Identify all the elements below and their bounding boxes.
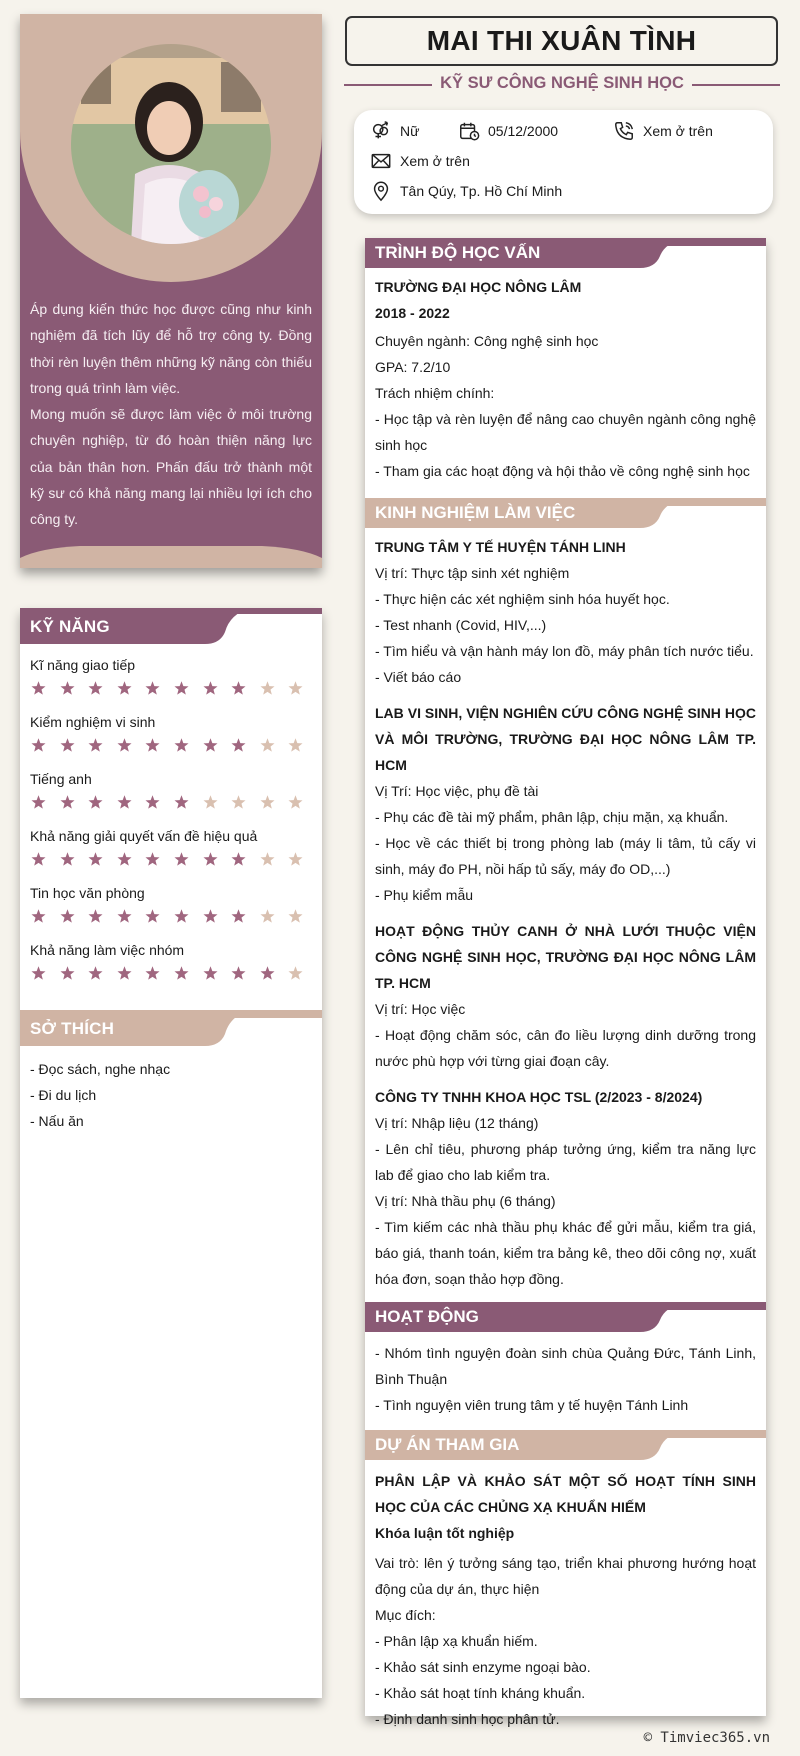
star-icon (230, 794, 247, 811)
skill-name: Khả năng làm việc nhóm (30, 942, 185, 958)
star-icon (116, 965, 133, 982)
skills-title: KỸ NĂNG (30, 617, 110, 636)
profile-wave-decoration (20, 544, 322, 568)
watermark: © Timviec365.vn (643, 1730, 770, 1746)
star-icon (116, 851, 133, 868)
project-line: - Phân lập xạ khuẩn hiếm. (375, 1633, 538, 1649)
star-icon (59, 965, 76, 982)
job-line: - Lên chỉ tiêu, phương pháp tưởng ứng, kiểm tra năng lực lab để giao cho lab kiểm tra. (375, 1141, 756, 1183)
project-line: - Định danh sinh học phân tử. (375, 1711, 560, 1727)
job-line: - Tìm hiểu và vận hành máy lon đồ, máy phân tích nước tiểu. (375, 643, 754, 659)
skill-name: Tin học văn phòng (30, 885, 145, 901)
activity-line: - Nhóm tình nguyện đoàn sinh chùa Quảng Đức, Tánh Linh, Bình Thuận (375, 1345, 756, 1387)
hobbies-header (20, 1010, 322, 1048)
star-icon (116, 908, 133, 925)
star-icon (87, 908, 104, 925)
candidate-name: MAI THI XUÂN TÌNH (426, 25, 697, 56)
education-line: Trách nhiệm chính: (375, 385, 495, 401)
star-icon (144, 794, 161, 811)
star-icon (202, 965, 219, 982)
star-icon (59, 794, 76, 811)
job-line: Vị trí: Nhập liệu (12 tháng) (375, 1115, 539, 1131)
activities-body (365, 1332, 766, 1418)
project-line: - Khảo sát sinh enzyme ngoại bào. (375, 1659, 591, 1675)
contact-phone (613, 120, 713, 142)
job-line: Vị trí: Nhà thầu phụ (6 tháng) (375, 1193, 556, 1209)
project-subtitle: Khóa luận tốt nghiệp (375, 1525, 515, 1541)
star-icon (144, 908, 161, 925)
star-icon (173, 794, 190, 811)
star-icon (259, 737, 276, 754)
star-icon (202, 680, 219, 697)
job-line: - Test nhanh (Covid, HIV,...) (375, 617, 547, 633)
experience-header (365, 498, 766, 528)
job-line: Vị trí: Học việc (375, 1001, 466, 1017)
activity-line: - Tình nguyện viên trung tâm y tế huyện Tánh Linh (375, 1397, 689, 1413)
job-entry (375, 534, 756, 690)
activities-title: HOẠT ĐỘNG (375, 1307, 479, 1326)
profile-card (20, 14, 322, 568)
star-icon (202, 851, 219, 868)
skill-item (30, 884, 312, 941)
education-line: - Tham gia các hoạt động và hội thảo về công nghệ sinh học (375, 463, 750, 479)
gender-value: Nữ (400, 123, 420, 139)
skill-item (30, 827, 312, 884)
project-line: Vai trò: lên ý tưởng sáng tạo, triển khai phương hướng hoạt động của dự án, thực hiện (375, 1555, 756, 1597)
job-line: Vị Trí: Học việc, phụ đề tài (375, 783, 539, 799)
skills-list (20, 646, 322, 998)
star-icon (144, 851, 161, 868)
star-icon (259, 680, 276, 697)
star-icon (230, 908, 247, 925)
star-icon (173, 851, 190, 868)
summary-paragraph: Mong muốn sẽ được làm việc ở môi trường chuyên nghiệp, từ đó hoàn thiện năng lực của bản thân hơn. Phấn đấu trở thành một kỹ sư có khả năng mang lại nhiều lợi ích cho công ty. (30, 406, 312, 528)
skill-rating (30, 908, 312, 925)
career-summary (30, 296, 312, 533)
company-name: TRUNG TÂM Y TẾ HUYỆN TÁNH LINH (375, 539, 626, 555)
education-line: Chuyên ngành: Công nghệ sinh học (375, 333, 599, 349)
mail-icon (370, 150, 392, 172)
star-icon (59, 680, 76, 697)
skill-name: Tiếng anh (30, 771, 92, 787)
star-icon (173, 680, 190, 697)
skill-rating (30, 737, 312, 754)
job-entry (375, 1084, 756, 1292)
phone-value: Xem ở trên (643, 123, 713, 139)
profile-photo (71, 44, 271, 244)
star-icon (30, 794, 47, 811)
projects-header (365, 1430, 766, 1460)
star-icon (259, 965, 276, 982)
star-icon (173, 737, 190, 754)
star-icon (173, 908, 190, 925)
education-title: TRÌNH ĐỘ HỌC VẤN (375, 243, 541, 262)
skills-header (20, 608, 322, 646)
projects-title: DỰ ÁN THAM GIA (375, 1435, 520, 1454)
skill-rating (30, 965, 312, 982)
gender-icon (370, 120, 392, 142)
star-icon (287, 851, 304, 868)
skill-item (30, 770, 312, 827)
contact-email (370, 150, 470, 172)
star-icon (287, 965, 304, 982)
star-icon (30, 851, 47, 868)
star-icon (59, 851, 76, 868)
job-line: - Học về các thiết bị trong phòng lab (máy li tâm, tủ cấy vi sinh, máy đo PH, nồi hấp tủ sấy, máy đo OD,...) (375, 835, 756, 877)
job-title: KỸ SƯ CÔNG NGHỆ SINH HỌC (440, 74, 684, 92)
job-title-row (344, 72, 780, 96)
left-panel (20, 608, 322, 1698)
education-line: - Học tập và rèn luyện để nâng cao chuyên ngành công nghệ sinh học (375, 411, 756, 453)
star-icon (230, 965, 247, 982)
contact-birthday (458, 120, 558, 142)
hobbies-title: SỞ THÍCH (30, 1019, 115, 1038)
star-icon (259, 794, 276, 811)
name-box (345, 16, 778, 66)
star-icon (87, 794, 104, 811)
experience-body (365, 528, 766, 1292)
job-entry (375, 918, 756, 1074)
star-icon (144, 965, 161, 982)
star-icon (287, 908, 304, 925)
star-icon (116, 794, 133, 811)
email-value: Xem ở trên (400, 153, 470, 169)
activities-header (365, 1302, 766, 1332)
star-icon (230, 737, 247, 754)
skill-rating (30, 680, 312, 697)
school-name: TRƯỜNG ĐẠI HỌC NÔNG LÂM (375, 279, 582, 295)
skill-item (30, 656, 312, 713)
contact-card (354, 110, 773, 214)
star-icon (259, 908, 276, 925)
right-panel (365, 238, 766, 1727)
star-icon (87, 851, 104, 868)
skill-name: Kĩ năng giao tiếp (30, 657, 136, 673)
summary-paragraph: Áp dụng kiến thức học được cũng như kinh nghiệm đã tích lũy để hỗ trợ công ty. Đồng thời rèn luyện thêm những kỹ năng còn thiếu trong quá trình làm việc. (30, 301, 312, 396)
star-icon (144, 737, 161, 754)
skill-rating (30, 794, 312, 811)
experience-title: KINH NGHIỆM LÀM VIỆC (375, 503, 576, 522)
hobby-item: - Đi du lịch (30, 1087, 97, 1103)
star-icon (59, 737, 76, 754)
star-icon (202, 737, 219, 754)
company-name: CÔNG TY TNHH KHOA HỌC TSL (2/2023 - 8/2024) (375, 1089, 703, 1105)
hobby-item: - Đọc sách, nghe nhạc (30, 1061, 171, 1077)
star-icon (173, 965, 190, 982)
star-icon (87, 965, 104, 982)
project-line: - Khảo sát hoạt tính kháng khuẩn. (375, 1685, 586, 1701)
education-body (365, 268, 766, 484)
job-line: Vị trí: Thực tập sinh xét nghiệm (375, 565, 570, 581)
company-name: HOẠT ĐỘNG THỦY CANH Ở NHÀ LƯỚI THUỘC VIỆN CÔNG NGHỆ SINH HỌC, TRƯỜNG ĐẠI HỌC NÔNG LÂM TP. HCM (375, 923, 756, 991)
education-header (365, 238, 766, 268)
job-line: - Thực hiện các xét nghiệm sinh hóa huyết học. (375, 591, 670, 607)
job-line: - Tìm kiếm các nhà thầu phụ khác để gửi mẫu, kiểm tra giá, báo giá, thanh toán, kiểm tra bảng kê, theo dõi công nợ, xuất hóa đơn, soạn thảo hợp đồng. (375, 1219, 756, 1287)
star-icon (87, 737, 104, 754)
location-icon (370, 180, 392, 202)
star-icon (116, 737, 133, 754)
star-icon (230, 851, 247, 868)
hobbies-list (20, 1048, 322, 1142)
job-line: - Viết báo cáo (375, 669, 462, 685)
star-icon (287, 794, 304, 811)
star-icon (30, 908, 47, 925)
skill-item (30, 713, 312, 770)
job-entry (375, 700, 756, 908)
job-line: - Phụ kiểm mẫu (375, 887, 474, 903)
star-icon (30, 680, 47, 697)
job-line: - Hoạt động chăm sóc, cân đo liều lượng dinh dưỡng trong nước phù hợp với từng giai đoạn cây. (375, 1027, 756, 1069)
projects-body (365, 1460, 766, 1732)
birthday-value: 05/12/2000 (488, 123, 559, 139)
star-icon (287, 680, 304, 697)
skill-name: Khả năng giải quyết vấn đề hiệu quả (30, 828, 258, 844)
calendar-icon (458, 120, 480, 142)
divider (692, 84, 780, 86)
star-icon (202, 794, 219, 811)
star-icon (30, 737, 47, 754)
star-icon (30, 965, 47, 982)
project-line: Mục đích: (375, 1607, 436, 1623)
star-icon (87, 680, 104, 697)
contact-address (370, 180, 562, 202)
company-name: LAB VI SINH, VIỆN NGHIÊN CỨU CÔNG NGHỆ SINH HỌC VÀ MÔI TRƯỜNG, TRƯỜNG ĐẠI HỌC NÔNG LÂM TP. HCM (375, 705, 756, 773)
star-icon (202, 908, 219, 925)
skill-rating (30, 851, 312, 868)
star-icon (144, 680, 161, 697)
education-line: GPA: 7.2/10 (375, 359, 451, 375)
skill-item (30, 941, 312, 998)
address-value: Tân Qúy, Tp. Hồ Chí Minh (400, 183, 563, 199)
star-icon (287, 737, 304, 754)
project-name: PHÂN LẬP VÀ KHẢO SÁT MỘT SỐ HOẠT TÍNH SINH HỌC CỦA CÁC CHỦNG XẠ KHUẨN HIẾM (375, 1473, 756, 1515)
star-icon (116, 680, 133, 697)
star-icon (59, 908, 76, 925)
star-icon (230, 680, 247, 697)
job-line: - Phụ các đề tài mỹ phẩm, phân lập, chịu mặn, xạ khuẩn. (375, 809, 729, 825)
phone-icon (613, 120, 635, 142)
skill-name: Kiểm nghiệm vi sinh (30, 714, 156, 730)
contact-gender (370, 120, 419, 142)
education-period: 2018 - 2022 (375, 305, 450, 321)
star-icon (259, 851, 276, 868)
hobby-item: - Nấu ăn (30, 1113, 84, 1129)
